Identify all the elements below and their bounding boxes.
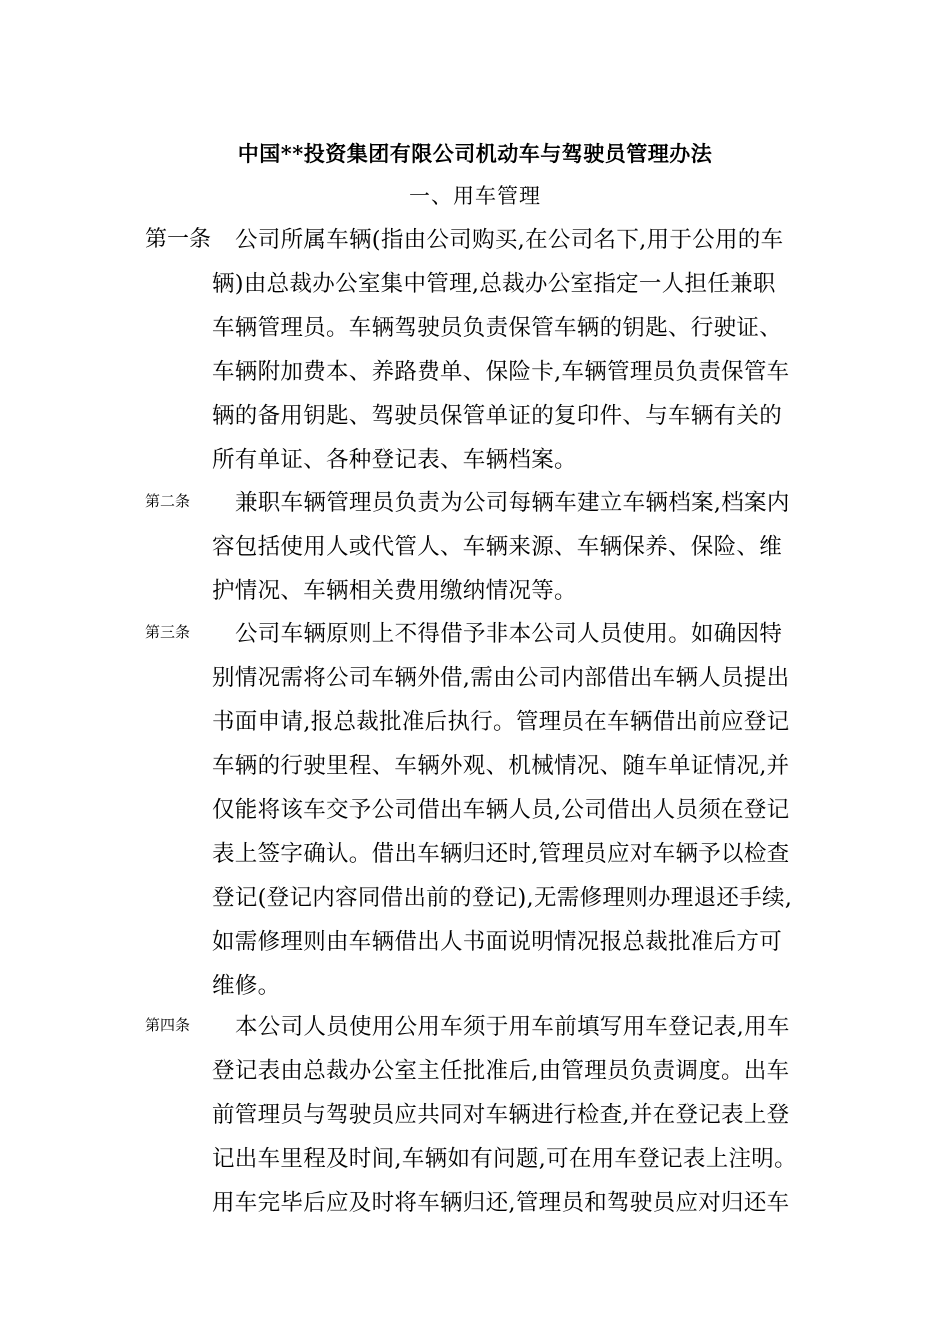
- article-line: 车辆管理员。车辆驾驶员负责保管车辆的钥匙、行驶证、: [212, 315, 783, 341]
- article-line: 仅能将该车交予公司借出车辆人员,公司借出人员须在登记: [212, 797, 790, 823]
- section-heading: 一、用车管理: [409, 184, 541, 208]
- article-line: 容包括使用人或代管人、车辆来源、车辆保养、保险、维: [212, 534, 783, 560]
- article-line: 别情况需将公司车辆外借,需由公司内部借出车辆人员提出: [212, 665, 790, 691]
- article-line: 兼职车辆管理员负责为公司每辆车建立车辆档案,档案内: [235, 490, 790, 516]
- article-line: 车辆的行驶里程、车辆外观、机械情况、随车单证情况,并: [212, 753, 790, 779]
- article-line: 记出车里程及时间,车辆如有问题,可在用车登记表上注明。: [212, 1146, 797, 1172]
- article-line: 维修。: [212, 973, 281, 999]
- article-label: 第三条: [145, 623, 191, 641]
- article-line: 所有单证、各种登记表、车辆档案。: [212, 447, 577, 473]
- article-line: 用车完毕后应及时将车辆归还,管理员和驾驶员应对归还车: [212, 1190, 790, 1216]
- document-title: 中国**投资集团有限公司机动车与驾驶员管理办法: [237, 141, 713, 166]
- article-line: 本公司人员使用公用车须于用车前填写用车登记表,用车: [235, 1014, 790, 1040]
- article-line: 前管理员与驾驶员应共同对车辆进行检查,并在登记表上登: [212, 1102, 790, 1128]
- article-line: 车辆附加费本、养路费单、保险卡,车辆管理员负责保管车: [212, 359, 790, 385]
- article-line: 辆)由总裁办公室集中管理,总裁办公室指定一人担任兼职: [212, 271, 776, 297]
- article-label: 第四条: [145, 1016, 191, 1034]
- article-line: 登记表由总裁办公室主任批准后,由管理员负责调度。出车: [212, 1058, 790, 1084]
- article-line: 登记(登记内容同借出前的登记),无需修理则办理退还手续,: [212, 885, 793, 911]
- article-line: 护情况、车辆相关费用缴纳情况等。: [212, 578, 577, 604]
- article-line: 如需修理则由车辆借出人书面说明情况报总裁批准后方可: [212, 929, 783, 955]
- article-line: 公司车辆原则上不得借予非本公司人员使用。如确因特: [235, 621, 783, 647]
- article-label: 第一条: [145, 227, 212, 252]
- article-line: 公司所属车辆(指由公司购买,在公司名下,用于公用的车: [235, 227, 784, 253]
- article-line: 书面申请,报总裁批准后执行。管理员在车辆借出前应登记: [212, 709, 790, 735]
- article-label: 第二条: [145, 492, 191, 510]
- article-line: 表上签字确认。借出车辆归还时,管理员应对车辆予以检查: [212, 841, 790, 867]
- article-line: 辆的备用钥匙、驾驶员保管单证的复印件、与车辆有关的: [212, 403, 783, 429]
